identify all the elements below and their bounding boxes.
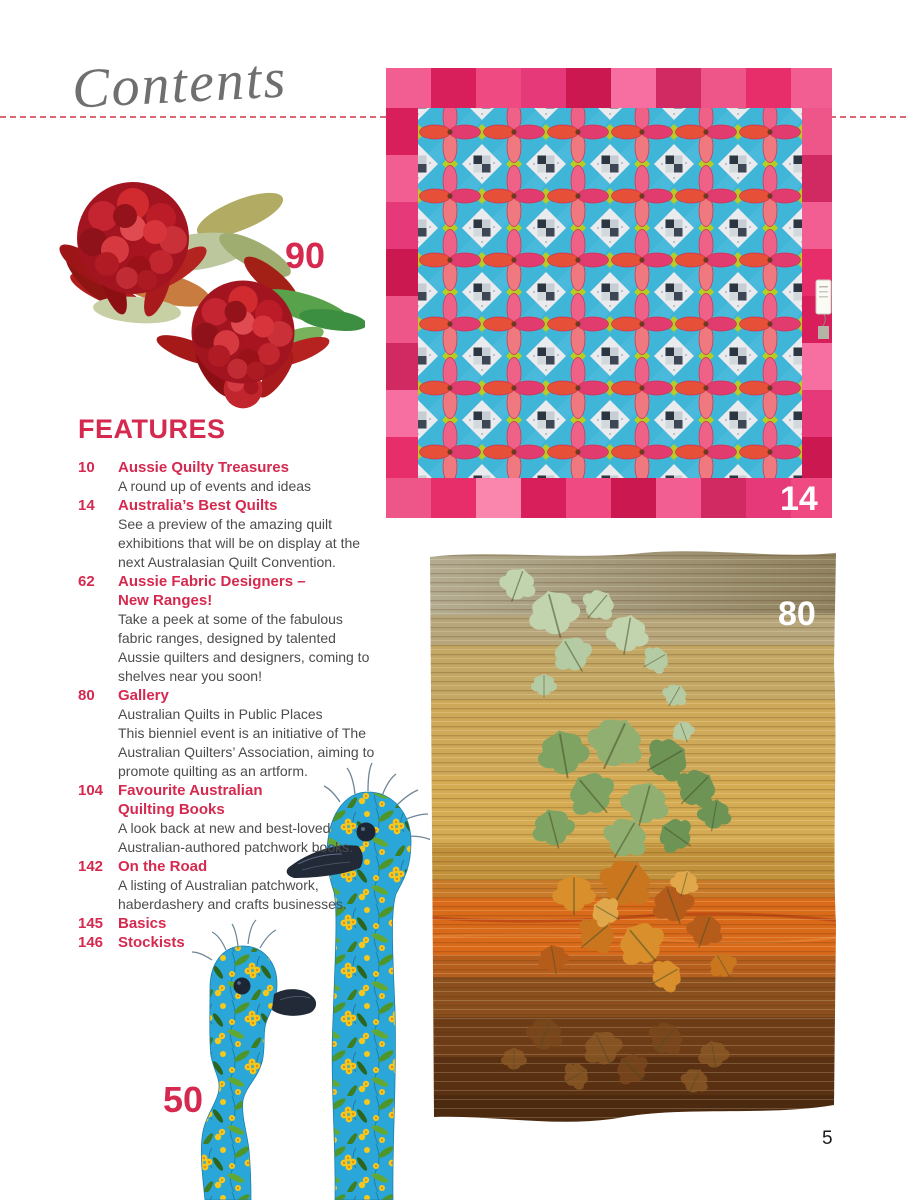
feature-title: Basics bbox=[118, 915, 167, 932]
feature-description: See a preview of the amazing quilt exhibitions that will be on display at the next Australasian Quilt Convention. bbox=[118, 516, 361, 570]
feature-title: Stockists bbox=[118, 934, 185, 951]
feature-page-number: 14 bbox=[78, 497, 95, 514]
feature-item-gallery bbox=[78, 686, 383, 781]
waratah-illustration bbox=[45, 160, 365, 410]
feature-title: Aussie Fabric Designers – New Ranges! bbox=[118, 573, 306, 609]
feature-title: Gallery bbox=[118, 687, 169, 704]
feature-description: A listing of Australian patchwork, haberdashery and crafts businesses. bbox=[118, 877, 347, 912]
feature-page-number: 104 bbox=[78, 782, 104, 799]
feature-item-australias-best-quilts bbox=[78, 496, 383, 572]
feature-page-number: 80 bbox=[78, 687, 95, 704]
feature-item-stockists bbox=[78, 933, 383, 952]
waratah-applique-image bbox=[45, 160, 365, 410]
folio-page-number: 5 bbox=[822, 1128, 833, 1149]
feature-item-favourite-australian-quilting-books bbox=[78, 781, 383, 857]
feature-page-number: 142 bbox=[78, 858, 104, 875]
feature-description: A look back at new and best-loved Australian-authored patchwork books. bbox=[118, 820, 354, 855]
feature-page-number: 145 bbox=[78, 915, 104, 932]
feature-title: Favourite Australian Quilting Books bbox=[118, 782, 263, 818]
feature-item-aussie-quilty-treasures bbox=[78, 458, 383, 496]
small-emu bbox=[192, 920, 316, 1200]
pink-quilt-photo bbox=[386, 68, 832, 518]
page-ref-80: 80 bbox=[778, 595, 816, 633]
page-ref-50: 50 bbox=[163, 1079, 204, 1120]
page-ref-90: 90 bbox=[285, 235, 326, 276]
feature-description: Take a peek at some of the fabulous fabric ranges, designed by talented Aussie quilters and designers, coming to shelves near you soon! bbox=[118, 611, 370, 684]
feature-item-aussie-fabric-designers bbox=[78, 572, 383, 686]
feature-page-number: 146 bbox=[78, 934, 104, 951]
feature-item-on-the-road bbox=[78, 857, 383, 914]
feature-subtitle: Australian Quilts in Public Places bbox=[118, 706, 323, 722]
features-section bbox=[78, 414, 383, 952]
feature-title: Australia’s Best Quilts bbox=[118, 497, 278, 514]
feature-page-number: 62 bbox=[78, 573, 95, 590]
feature-description: This bienniel event is an initiative of The Australian Quilters’ Association, aiming to promote quilting as an artform. bbox=[118, 725, 375, 779]
feature-item-basics bbox=[78, 914, 383, 933]
page-ref-14: 14 bbox=[780, 480, 818, 518]
feature-description: A round up of events and ideas bbox=[118, 478, 312, 494]
contents-title: Contents bbox=[70, 47, 289, 121]
feature-title: Aussie Quilty Treasures bbox=[118, 459, 289, 476]
pink-quilt-graphic bbox=[386, 68, 832, 518]
autumn-quilt-photo bbox=[422, 545, 842, 1125]
feature-title: On the Road bbox=[118, 858, 208, 875]
feature-page-number: 10 bbox=[78, 459, 95, 476]
features-heading: FEATURES bbox=[78, 414, 226, 444]
